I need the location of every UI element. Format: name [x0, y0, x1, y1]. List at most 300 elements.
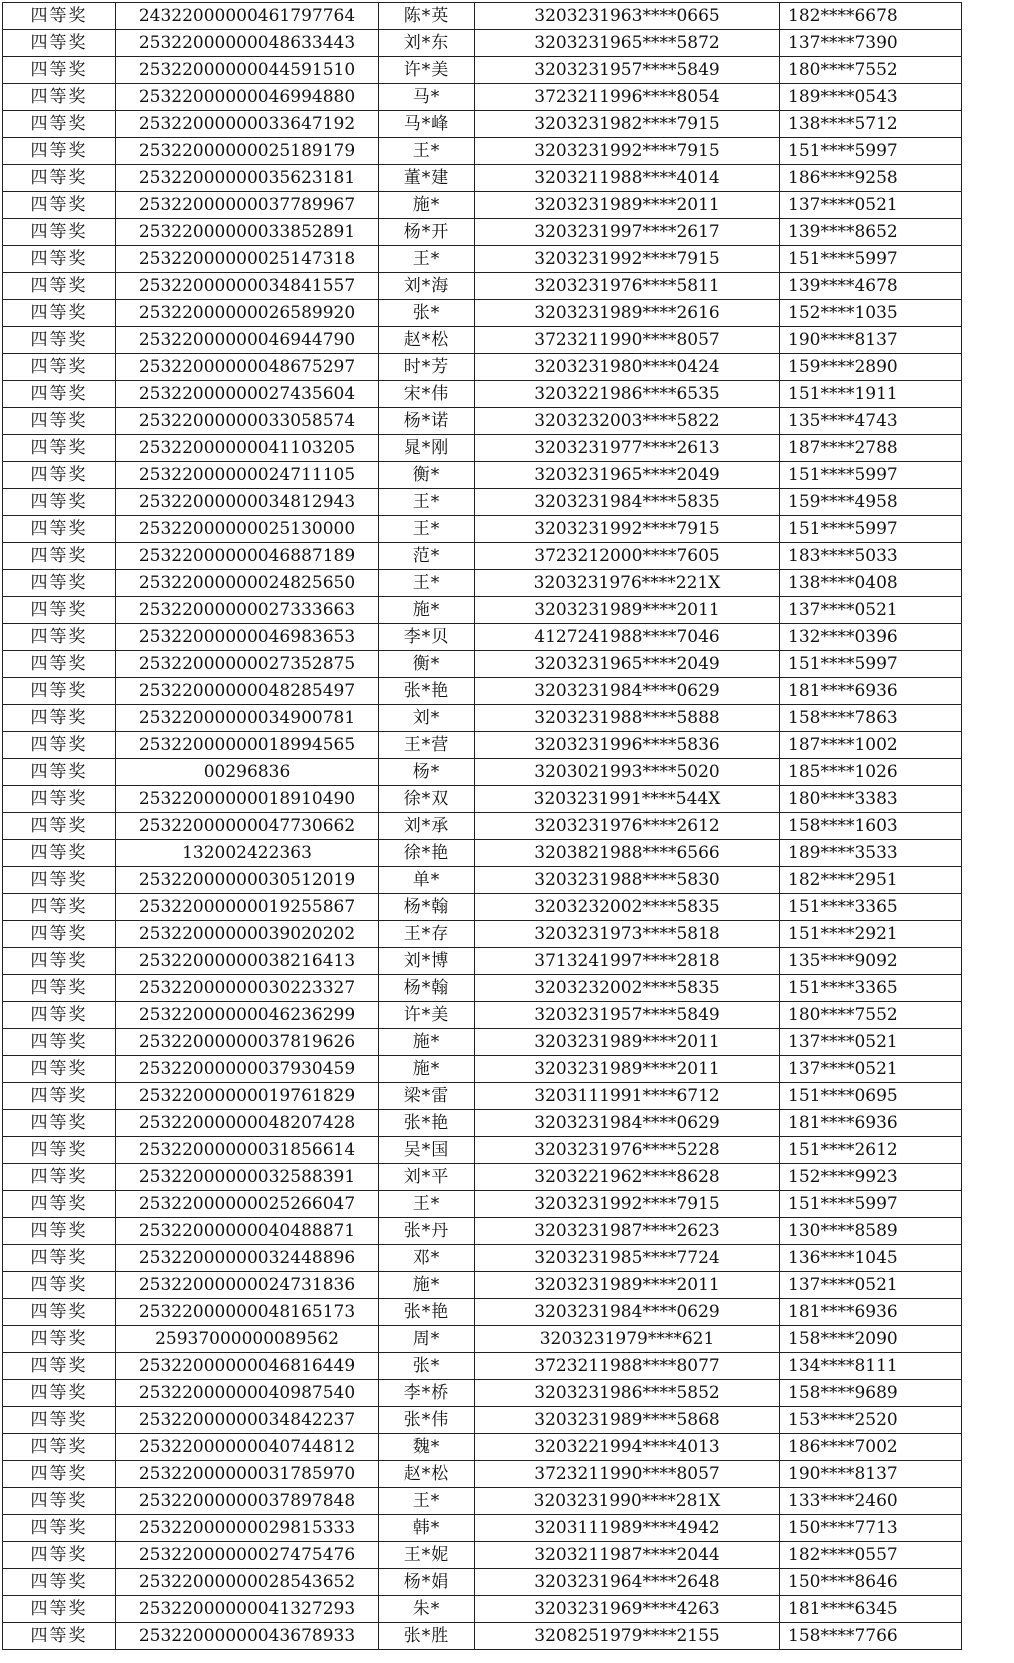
- prize-cell: 四等奖: [3, 894, 116, 921]
- phone-number-cell: 134****8111: [780, 1353, 962, 1380]
- winner-name-cell: 马*: [379, 84, 475, 111]
- prize-cell: 四等奖: [3, 1326, 116, 1353]
- phone-number-cell: 187****1002: [780, 732, 962, 759]
- table-row: [3, 111, 962, 138]
- phone-number-cell: 158****1603: [780, 813, 962, 840]
- phone-number-cell: 137****0521: [780, 1056, 962, 1083]
- table-row: [3, 840, 962, 867]
- prize-cell: 四等奖: [3, 1299, 116, 1326]
- table-row: [3, 30, 962, 57]
- prize-cell: 四等奖: [3, 435, 116, 462]
- id-number-cell: 3203231989****2616: [475, 300, 780, 327]
- ticket-number-cell: 25322000000043678933: [116, 1623, 379, 1650]
- table-row: [3, 138, 962, 165]
- prize-cell: 四等奖: [3, 678, 116, 705]
- phone-number-cell: 186****9258: [780, 165, 962, 192]
- prize-cell: 四等奖: [3, 759, 116, 786]
- ticket-number-cell: 25322000000030512019: [116, 867, 379, 894]
- table-row: [3, 1299, 962, 1326]
- ticket-number-cell: 25322000000029815333: [116, 1515, 379, 1542]
- phone-number-cell: 151****5997: [780, 651, 962, 678]
- prize-cell: 四等奖: [3, 1596, 116, 1623]
- ticket-number-cell: 25322000000046887189: [116, 543, 379, 570]
- winner-name-cell: 施*: [379, 1029, 475, 1056]
- ticket-number-cell: 25322000000019761829: [116, 1083, 379, 1110]
- table-row: [3, 759, 962, 786]
- id-number-cell: 3203231980****0424: [475, 354, 780, 381]
- winner-name-cell: 杨*: [379, 759, 475, 786]
- phone-number-cell: 151****3365: [780, 975, 962, 1002]
- phone-number-cell: 150****7713: [780, 1515, 962, 1542]
- ticket-number-cell: 25322000000027352875: [116, 651, 379, 678]
- table-row: [3, 354, 962, 381]
- id-number-cell: 3203231984****5835: [475, 489, 780, 516]
- prize-cell: 四等奖: [3, 327, 116, 354]
- winner-name-cell: 施*: [379, 597, 475, 624]
- table-row: [3, 651, 962, 678]
- phone-number-cell: 181****6345: [780, 1596, 962, 1623]
- phone-number-cell: 190****8137: [780, 327, 962, 354]
- id-number-cell: 3203231988****5830: [475, 867, 780, 894]
- phone-number-cell: 138****0408: [780, 570, 962, 597]
- id-number-cell: 3203232002****5835: [475, 975, 780, 1002]
- table-row: [3, 921, 962, 948]
- phone-number-cell: 189****0543: [780, 84, 962, 111]
- phone-number-cell: 136****1045: [780, 1245, 962, 1272]
- phone-number-cell: 139****4678: [780, 273, 962, 300]
- table-row: [3, 219, 962, 246]
- id-number-cell: 3203111989****4942: [475, 1515, 780, 1542]
- table-row: [3, 705, 962, 732]
- ticket-number-cell: 25322000000046983653: [116, 624, 379, 651]
- winner-name-cell: 时*芳: [379, 354, 475, 381]
- phone-number-cell: 159****2890: [780, 354, 962, 381]
- prize-cell: 四等奖: [3, 1083, 116, 1110]
- id-number-cell: 3203231997****2617: [475, 219, 780, 246]
- prize-cell: 四等奖: [3, 570, 116, 597]
- ticket-number-cell: 25322000000025189179: [116, 138, 379, 165]
- prize-cell: 四等奖: [3, 1218, 116, 1245]
- winner-name-cell: 周*: [379, 1326, 475, 1353]
- table-row: [3, 1056, 962, 1083]
- winner-name-cell: 刘*平: [379, 1164, 475, 1191]
- ticket-number-cell: 25322000000027333663: [116, 597, 379, 624]
- table-row: [3, 489, 962, 516]
- ticket-number-cell: 25322000000026589920: [116, 300, 379, 327]
- winners-table-body: [3, 3, 962, 1650]
- winner-name-cell: 徐*艳: [379, 840, 475, 867]
- winner-name-cell: 张*伟: [379, 1407, 475, 1434]
- phone-number-cell: 180****7552: [780, 1002, 962, 1029]
- prize-cell: 四等奖: [3, 948, 116, 975]
- table-row: [3, 1164, 962, 1191]
- prize-cell: 四等奖: [3, 192, 116, 219]
- phone-number-cell: 187****2788: [780, 435, 962, 462]
- table-row: [3, 165, 962, 192]
- winner-name-cell: 赵*松: [379, 1461, 475, 1488]
- id-number-cell: 3723211988****8077: [475, 1353, 780, 1380]
- prize-cell: 四等奖: [3, 219, 116, 246]
- prize-cell: 四等奖: [3, 1407, 116, 1434]
- prize-cell: 四等奖: [3, 1056, 116, 1083]
- winner-name-cell: 邓*: [379, 1245, 475, 1272]
- prize-cell: 四等奖: [3, 1002, 116, 1029]
- id-number-cell: 3203231992****7915: [475, 1191, 780, 1218]
- prize-cell: 四等奖: [3, 1434, 116, 1461]
- prize-cell: 四等奖: [3, 705, 116, 732]
- id-number-cell: 3723211996****8054: [475, 84, 780, 111]
- table-row: [3, 84, 962, 111]
- prize-cell: 四等奖: [3, 1164, 116, 1191]
- prize-cell: 四等奖: [3, 489, 116, 516]
- table-row: [3, 1245, 962, 1272]
- prize-cell: 四等奖: [3, 273, 116, 300]
- ticket-number-cell: 25322000000027435604: [116, 381, 379, 408]
- ticket-number-cell: 25322000000039020202: [116, 921, 379, 948]
- prize-cell: 四等奖: [3, 1353, 116, 1380]
- winner-name-cell: 王*营: [379, 732, 475, 759]
- prize-cell: 四等奖: [3, 1272, 116, 1299]
- phone-number-cell: 186****7002: [780, 1434, 962, 1461]
- prize-cell: 四等奖: [3, 1623, 116, 1650]
- id-number-cell: 3203231984****0629: [475, 678, 780, 705]
- winner-name-cell: 王*妮: [379, 1542, 475, 1569]
- winner-name-cell: 刘*海: [379, 273, 475, 300]
- prize-cell: 四等奖: [3, 1542, 116, 1569]
- ticket-number-cell: 25322000000024731836: [116, 1272, 379, 1299]
- id-number-cell: 3203231991****544X: [475, 786, 780, 813]
- winner-name-cell: 梁*雷: [379, 1083, 475, 1110]
- table-row: [3, 435, 962, 462]
- ticket-number-cell: 25322000000041103205: [116, 435, 379, 462]
- table-row: [3, 462, 962, 489]
- winner-name-cell: 杨*翰: [379, 894, 475, 921]
- winner-name-cell: 施*: [379, 192, 475, 219]
- prize-cell: 四等奖: [3, 651, 116, 678]
- phone-number-cell: 132****0396: [780, 624, 962, 651]
- prize-cell: 四等奖: [3, 840, 116, 867]
- prize-cell: 四等奖: [3, 1137, 116, 1164]
- ticket-number-cell: 25322000000034842237: [116, 1407, 379, 1434]
- prize-cell: 四等奖: [3, 1245, 116, 1272]
- winner-name-cell: 宋*伟: [379, 381, 475, 408]
- ticket-number-cell: 25322000000048633443: [116, 30, 379, 57]
- phone-number-cell: 180****3383: [780, 786, 962, 813]
- ticket-number-cell: 25322000000048285497: [116, 678, 379, 705]
- id-number-cell: 3723211990****8057: [475, 1461, 780, 1488]
- prize-cell: 四等奖: [3, 354, 116, 381]
- ticket-number-cell: 25322000000027475476: [116, 1542, 379, 1569]
- table-row: [3, 408, 962, 435]
- table-row: [3, 1380, 962, 1407]
- phone-number-cell: 181****6936: [780, 1110, 962, 1137]
- winner-name-cell: 衡*: [379, 462, 475, 489]
- table-row: [3, 1272, 962, 1299]
- table-row: [3, 894, 962, 921]
- phone-number-cell: 151****1911: [780, 381, 962, 408]
- table-row: [3, 1542, 962, 1569]
- winner-name-cell: 徐*双: [379, 786, 475, 813]
- phone-number-cell: 139****8652: [780, 219, 962, 246]
- id-number-cell: 3203231992****7915: [475, 516, 780, 543]
- phone-number-cell: 185****1026: [780, 759, 962, 786]
- ticket-number-cell: 25322000000046944790: [116, 327, 379, 354]
- table-row: [3, 813, 962, 840]
- winner-name-cell: 赵*松: [379, 327, 475, 354]
- id-number-cell: 3203231989****2011: [475, 1056, 780, 1083]
- phone-number-cell: 133****2460: [780, 1488, 962, 1515]
- winner-name-cell: 朱*: [379, 1596, 475, 1623]
- table-row: [3, 948, 962, 975]
- id-number-cell: 3203232003****5822: [475, 408, 780, 435]
- table-row: [3, 1110, 962, 1137]
- id-number-cell: 3203231982****7915: [475, 111, 780, 138]
- id-number-cell: 4127241988****7046: [475, 624, 780, 651]
- id-number-cell: 3203231969****4263: [475, 1596, 780, 1623]
- ticket-number-cell: 25322000000046994880: [116, 84, 379, 111]
- phone-number-cell: 137****0521: [780, 1272, 962, 1299]
- prize-cell: 四等奖: [3, 300, 116, 327]
- phone-number-cell: 189****3533: [780, 840, 962, 867]
- phone-number-cell: 135****9092: [780, 948, 962, 975]
- id-number-cell: 3203231985****7724: [475, 1245, 780, 1272]
- id-number-cell: 3723211990****8057: [475, 327, 780, 354]
- ticket-number-cell: 25322000000048165173: [116, 1299, 379, 1326]
- id-number-cell: 3203231992****7915: [475, 246, 780, 273]
- id-number-cell: 3203021993****5020: [475, 759, 780, 786]
- winner-name-cell: 张*艳: [379, 1110, 475, 1137]
- table-row: [3, 1461, 962, 1488]
- prize-cell: 四等奖: [3, 1488, 116, 1515]
- phone-number-cell: 183****5033: [780, 543, 962, 570]
- phone-number-cell: 159****4958: [780, 489, 962, 516]
- prize-cell: 四等奖: [3, 138, 116, 165]
- id-number-cell: 3203111991****6712: [475, 1083, 780, 1110]
- prize-cell: 四等奖: [3, 3, 116, 30]
- id-number-cell: 3203221986****6535: [475, 381, 780, 408]
- table-row: [3, 192, 962, 219]
- prize-cell: 四等奖: [3, 975, 116, 1002]
- phone-number-cell: 153****2520: [780, 1407, 962, 1434]
- prize-cell: 四等奖: [3, 1191, 116, 1218]
- table-row: [3, 597, 962, 624]
- ticket-number-cell: 25322000000048207428: [116, 1110, 379, 1137]
- winner-name-cell: 王*存: [379, 921, 475, 948]
- winner-name-cell: 杨*诺: [379, 408, 475, 435]
- prize-cell: 四等奖: [3, 1380, 116, 1407]
- ticket-number-cell: 25322000000032448896: [116, 1245, 379, 1272]
- prize-cell: 四等奖: [3, 867, 116, 894]
- id-number-cell: 3203231989****2011: [475, 1272, 780, 1299]
- id-number-cell: 3203231965****2049: [475, 462, 780, 489]
- prize-cell: 四等奖: [3, 408, 116, 435]
- id-number-cell: 3203231976****5228: [475, 1137, 780, 1164]
- id-number-cell: 3203231957****5849: [475, 57, 780, 84]
- table-row: [3, 1191, 962, 1218]
- table-row: [3, 732, 962, 759]
- id-number-cell: 3203231989****2011: [475, 1029, 780, 1056]
- ticket-number-cell: 25322000000046236299: [116, 1002, 379, 1029]
- winner-name-cell: 衡*: [379, 651, 475, 678]
- ticket-number-cell: 25322000000031856614: [116, 1137, 379, 1164]
- ticket-number-cell: 00296836: [116, 759, 379, 786]
- prize-cell: 四等奖: [3, 165, 116, 192]
- phone-number-cell: 151****5997: [780, 1191, 962, 1218]
- phone-number-cell: 137****7390: [780, 30, 962, 57]
- id-number-cell: 3203231963****0665: [475, 3, 780, 30]
- id-number-cell: 3203211988****4014: [475, 165, 780, 192]
- ticket-number-cell: 25322000000024825650: [116, 570, 379, 597]
- winner-name-cell: 刘*承: [379, 813, 475, 840]
- table-row: [3, 1596, 962, 1623]
- prize-cell: 四等奖: [3, 516, 116, 543]
- table-row: [3, 1002, 962, 1029]
- table-row: [3, 1488, 962, 1515]
- id-number-cell: 3203231965****5872: [475, 30, 780, 57]
- id-number-cell: 3203231987****2623: [475, 1218, 780, 1245]
- winners-table: [2, 2, 962, 1650]
- phone-number-cell: 150****8646: [780, 1569, 962, 1596]
- ticket-number-cell: 25322000000018994565: [116, 732, 379, 759]
- id-number-cell: 3203231977****2613: [475, 435, 780, 462]
- table-row: [3, 57, 962, 84]
- ticket-number-cell: 25322000000034841557: [116, 273, 379, 300]
- table-row: [3, 867, 962, 894]
- winner-name-cell: 董*建: [379, 165, 475, 192]
- table-row: [3, 1407, 962, 1434]
- ticket-number-cell: 25322000000048675297: [116, 354, 379, 381]
- table-row: [3, 1434, 962, 1461]
- winner-name-cell: 李*桥: [379, 1380, 475, 1407]
- ticket-number-cell: 25322000000031785970: [116, 1461, 379, 1488]
- prize-cell: 四等奖: [3, 111, 116, 138]
- ticket-number-cell: 25322000000033058574: [116, 408, 379, 435]
- id-number-cell: 3203231989****2011: [475, 597, 780, 624]
- id-number-cell: 3203231986****5852: [475, 1380, 780, 1407]
- ticket-number-cell: 25322000000040744812: [116, 1434, 379, 1461]
- table-row: [3, 273, 962, 300]
- ticket-number-cell: 25322000000035623181: [116, 165, 379, 192]
- id-number-cell: 3203821988****6566: [475, 840, 780, 867]
- table-row: [3, 1029, 962, 1056]
- table-row: [3, 381, 962, 408]
- ticket-number-cell: 25937000000089562: [116, 1326, 379, 1353]
- prize-cell: 四等奖: [3, 786, 116, 813]
- prize-cell: 四等奖: [3, 57, 116, 84]
- ticket-number-cell: 25322000000024711105: [116, 462, 379, 489]
- ticket-number-cell: 25322000000034812943: [116, 489, 379, 516]
- phone-number-cell: 180****7552: [780, 57, 962, 84]
- prize-cell: 四等奖: [3, 1110, 116, 1137]
- ticket-number-cell: 25322000000044591510: [116, 57, 379, 84]
- id-number-cell: 3723212000****7605: [475, 543, 780, 570]
- prize-cell: 四等奖: [3, 1515, 116, 1542]
- id-number-cell: 3203231965****2049: [475, 651, 780, 678]
- phone-number-cell: 182****0557: [780, 1542, 962, 1569]
- table-row: [3, 1515, 962, 1542]
- ticket-number-cell: 25322000000034900781: [116, 705, 379, 732]
- id-number-cell: 3203231957****5849: [475, 1002, 780, 1029]
- winner-name-cell: 陈*英: [379, 3, 475, 30]
- phone-number-cell: 151****5997: [780, 246, 962, 273]
- prize-cell: 四等奖: [3, 30, 116, 57]
- id-number-cell: 3203231976****2612: [475, 813, 780, 840]
- table-row: [3, 300, 962, 327]
- phone-number-cell: 181****6936: [780, 1299, 962, 1326]
- winner-name-cell: 吴*国: [379, 1137, 475, 1164]
- winner-name-cell: 张*: [379, 1353, 475, 1380]
- table-row: [3, 1623, 962, 1650]
- winner-name-cell: 刘*博: [379, 948, 475, 975]
- table-row: [3, 246, 962, 273]
- winner-name-cell: 王*: [379, 516, 475, 543]
- id-number-cell: 3203231988****5888: [475, 705, 780, 732]
- winner-name-cell: 单*: [379, 867, 475, 894]
- prize-cell: 四等奖: [3, 1461, 116, 1488]
- prize-cell: 四等奖: [3, 732, 116, 759]
- table-row: [3, 1569, 962, 1596]
- phone-number-cell: 151****5997: [780, 138, 962, 165]
- ticket-number-cell: 25322000000047730662: [116, 813, 379, 840]
- winner-name-cell: 刘*东: [379, 30, 475, 57]
- winner-name-cell: 杨*翰: [379, 975, 475, 1002]
- prize-cell: 四等奖: [3, 813, 116, 840]
- phone-number-cell: 158****2090: [780, 1326, 962, 1353]
- ticket-number-cell: 25322000000018910490: [116, 786, 379, 813]
- phone-number-cell: 190****8137: [780, 1461, 962, 1488]
- phone-number-cell: 138****5712: [780, 111, 962, 138]
- id-number-cell: 3203211987****2044: [475, 1542, 780, 1569]
- phone-number-cell: 158****7863: [780, 705, 962, 732]
- winner-name-cell: 施*: [379, 1056, 475, 1083]
- table-row: [3, 1353, 962, 1380]
- winner-name-cell: 许*美: [379, 1002, 475, 1029]
- prize-cell: 四等奖: [3, 1569, 116, 1596]
- ticket-number-cell: 132002422363: [116, 840, 379, 867]
- winner-name-cell: 张*艳: [379, 678, 475, 705]
- winner-name-cell: 刘*: [379, 705, 475, 732]
- phone-number-cell: 151****2921: [780, 921, 962, 948]
- ticket-number-cell: 25322000000040987540: [116, 1380, 379, 1407]
- winner-name-cell: 王*: [379, 570, 475, 597]
- id-number-cell: 3713241997****2818: [475, 948, 780, 975]
- phone-number-cell: 152****9923: [780, 1164, 962, 1191]
- phone-number-cell: 151****0695: [780, 1083, 962, 1110]
- ticket-number-cell: 25322000000025266047: [116, 1191, 379, 1218]
- prize-cell: 四等奖: [3, 597, 116, 624]
- table-row: [3, 975, 962, 1002]
- id-number-cell: 3203231996****5836: [475, 732, 780, 759]
- winner-name-cell: 王*: [379, 246, 475, 273]
- id-number-cell: 3203221994****4013: [475, 1434, 780, 1461]
- id-number-cell: 3208251979****2155: [475, 1623, 780, 1650]
- prize-cell: 四等奖: [3, 921, 116, 948]
- winner-name-cell: 王*: [379, 1488, 475, 1515]
- table-row: [3, 1137, 962, 1164]
- prize-cell: 四等奖: [3, 84, 116, 111]
- winner-name-cell: 许*美: [379, 57, 475, 84]
- phone-number-cell: 151****5997: [780, 462, 962, 489]
- ticket-number-cell: 25322000000037897848: [116, 1488, 379, 1515]
- id-number-cell: 3203231984****0629: [475, 1299, 780, 1326]
- table-row: [3, 786, 962, 813]
- ticket-number-cell: 25322000000037789967: [116, 192, 379, 219]
- ticket-number-cell: 25322000000028543652: [116, 1569, 379, 1596]
- phone-number-cell: 151****2612: [780, 1137, 962, 1164]
- winner-name-cell: 韩*: [379, 1515, 475, 1542]
- phone-number-cell: 137****0521: [780, 1029, 962, 1056]
- prize-cell: 四等奖: [3, 543, 116, 570]
